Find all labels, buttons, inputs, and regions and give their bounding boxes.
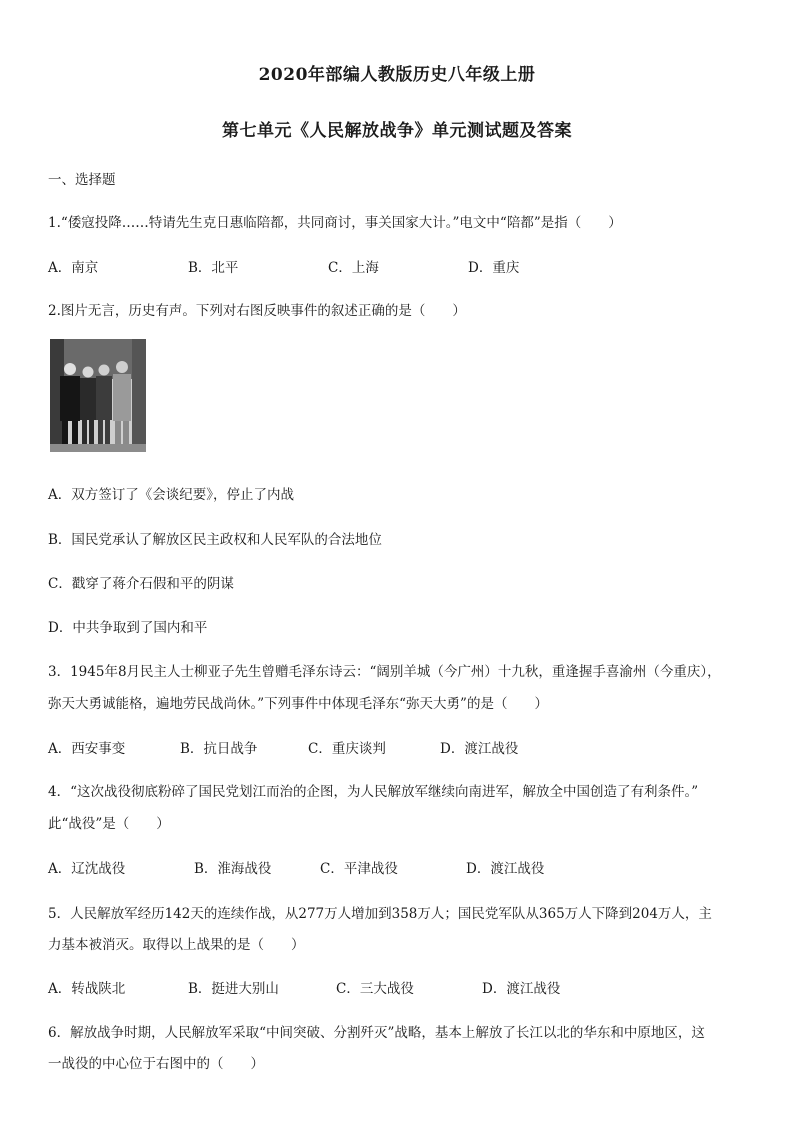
q5-option-b: B．挺进大别山 [188,981,279,997]
q4-option-a: A．辽沈战役 [48,861,126,877]
question-4-text-line2: 此“战役”是（ ） [48,816,170,832]
question-2-text: 2.图片无言，历史有声。下列对右图反映事件的叙述正确的是（ ） [48,303,466,319]
q1-option-b: B．北平 [188,260,239,276]
q2-option-d: D．中共争取到了国内和平 [48,620,208,636]
question-3-text-line1: 3．1945年8月民主人士柳亚子先生曾赠毛泽东诗云：“阔别羊城（今广州）十九秋，重逢握手喜渝州（今重庆）， [48,664,721,680]
q3-option-a: A．西安事变 [48,741,126,757]
question-1-text: 1.“倭寇投降……特请先生克日惠临陪都，共同商讨，事关国家大计。”电文中“陪都”是指（ ） [48,215,622,231]
q3-option-c: C．重庆谈判 [308,741,386,757]
q2-option-c: C．戳穿了蒋介石假和平的阴谋 [48,576,234,592]
q1-option-c: C．上海 [328,260,379,276]
q4-option-c: C．平津战役 [320,861,398,877]
q4-option-d: D．渡江战役 [466,861,545,877]
historical-photo [50,339,146,452]
q1-option-a: A．南京 [48,260,99,276]
question-6-text-line2: 一战役的中心位于右图中的（ ） [48,1056,264,1072]
q2-option-a: A．双方签订了《会谈纪要》，停止了内战 [48,487,294,503]
q5-option-a: A．转战陕北 [48,981,126,997]
document-subtitle: 第七单元《人民解放战争》单元测试题及答案 [222,121,572,141]
question-5-text-line2: 力基本被消灭。取得以上战果的是（ ） [48,937,305,953]
q1-option-d: D．重庆 [468,260,520,276]
q5-option-c: C．三大战役 [336,981,414,997]
question-5-text-line1: 5．人民解放军经历142天的连续作战，从277万人增加到358万人；国民党军队从365万人下降到204万人，主 [48,906,712,922]
question-3-text-line2: 弥天大勇诚能格，遍地劳民战尚休。”下列事件中体现毛泽东“弥天大勇”的是（ ） [48,696,548,712]
question-6-text-line1: 6．解放战争时期，人民解放军采取“中间突破、分割歼灭”战略，基本上解放了长江以北的华东和中原地区，这 [48,1025,705,1041]
q3-option-d: D．渡江战役 [440,741,519,757]
question-4-text-line1: 4．“这次战役彻底粉碎了国民党划江而治的企图，为人民解放军继续向南进军，解放全中国创造了有利条件。” [48,784,699,800]
document-title: 2020年部编人教版历史八年级上册 [258,65,536,85]
q5-option-d: D．渡江战役 [482,981,561,997]
group-portrait-image [50,339,146,452]
q2-option-b: B．国民党承认了解放区民主政权和人民军队的合法地位 [48,532,382,548]
q4-option-b: B．淮海战役 [194,861,272,877]
section-heading: 一、选择题 [48,172,116,188]
q3-option-b: B．抗日战争 [180,741,258,757]
